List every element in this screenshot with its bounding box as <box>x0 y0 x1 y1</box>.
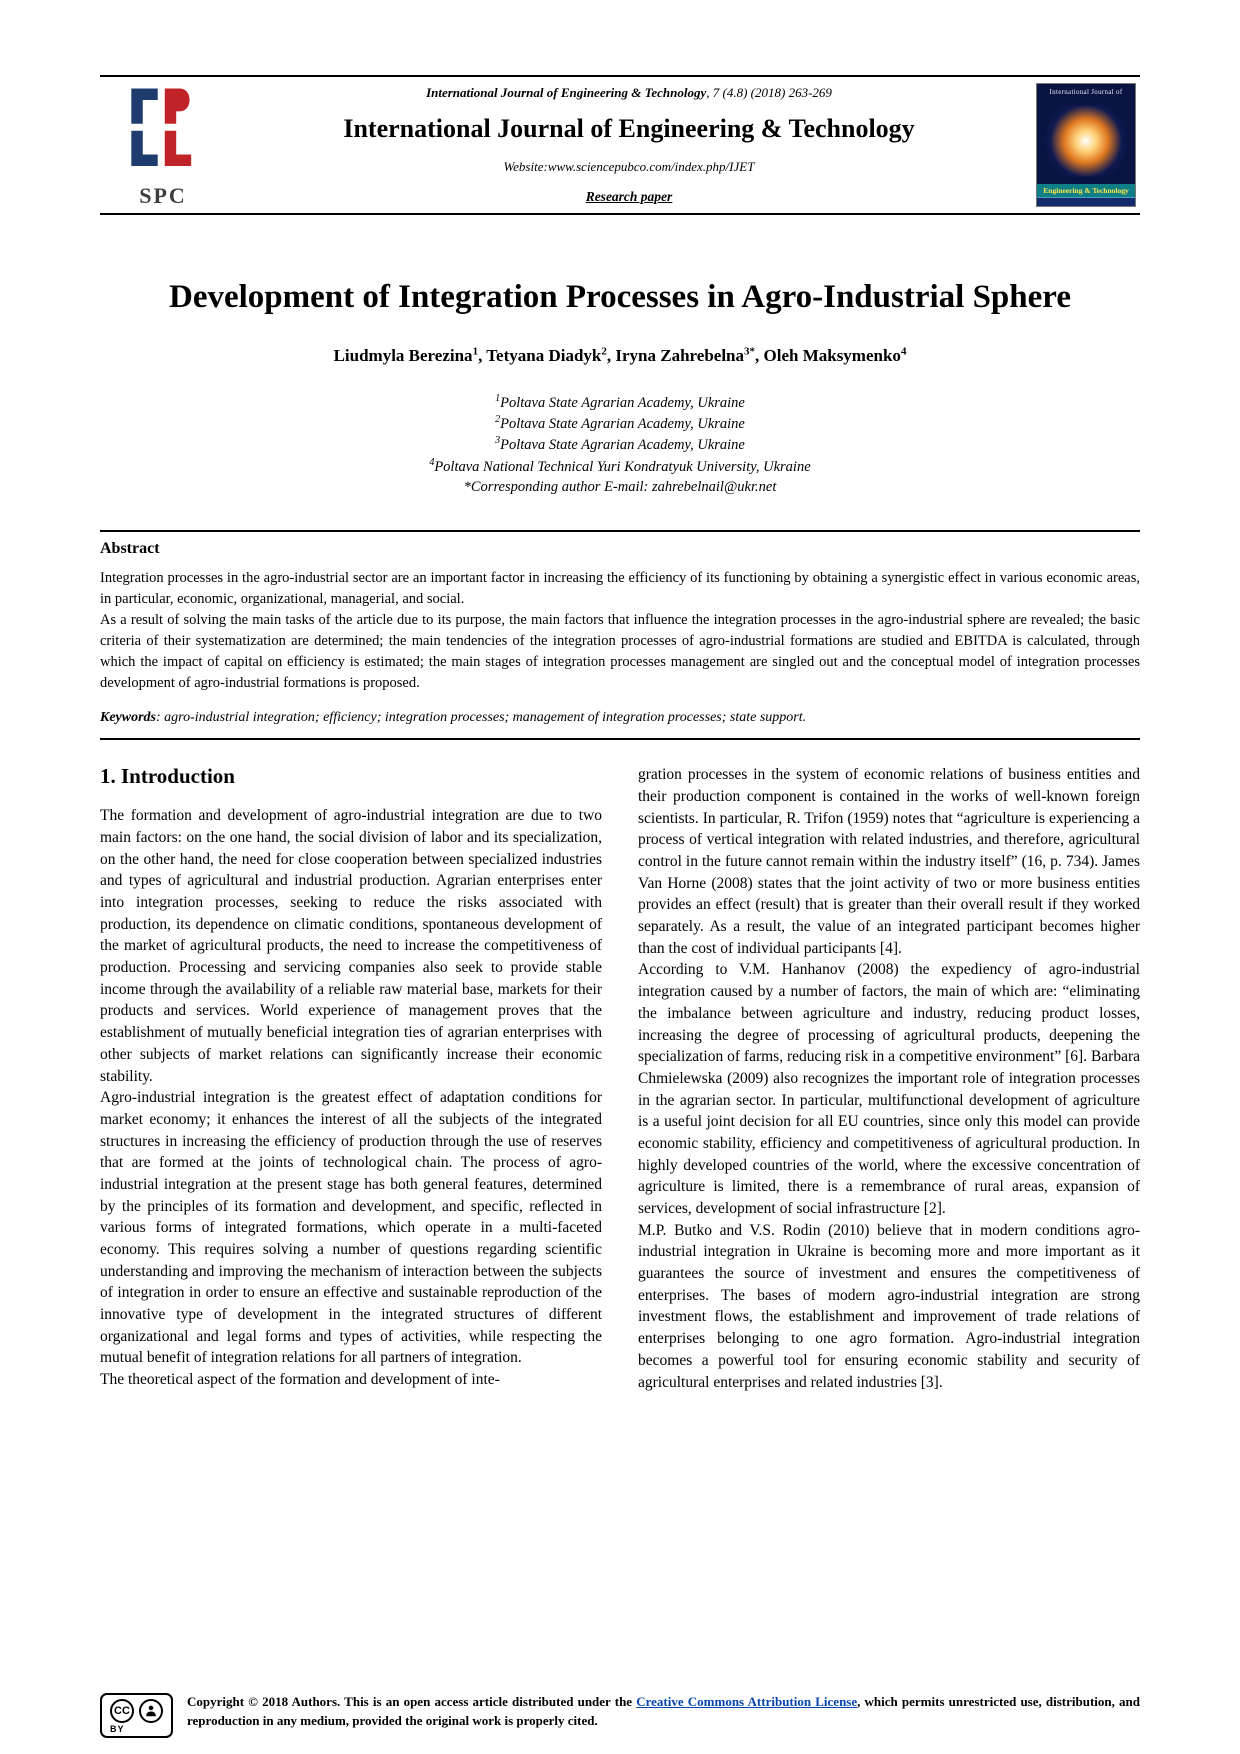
body-paragraph: gration processes in the system of economic relations of business entities and their production component is contained in the works of well-known foreign scientists. In particular, R. Trifon (1959) notes that “agriculture is experiencing a process of vertical integration with related industries, and therefore, agricultural control in the future cannot remain within the industry itself” (16, p. 734). James Van Horne (2008) states that the joint activity of two or more business entities provides an effect (result) that is greater than their overall result if they worked separately. As a result, the value of an integrated participant becomes higher than the cost of individual participants [4]. <box>638 766 1140 957</box>
abstract-section <box>100 532 1140 726</box>
author-name: Liudmyla Berezina$^1$, <box>333 344 487 365</box>
abstract-bottom-rule <box>100 738 1140 740</box>
citation-line <box>232 85 1026 101</box>
keywords-text: : agro-industrial integration; efficiency; integration processes; management of integration processes; state support. <box>156 710 807 726</box>
person-icon <box>139 1699 163 1723</box>
cover-band-text: Engineering & Technology <box>1037 184 1135 197</box>
intro-right-column <box>638 764 1140 1393</box>
affiliations-block <box>100 392 1140 478</box>
abstract-paragraph: As a result of solving the main tasks of the article due to its purpose, the main factors that influence the integration processes in the agro-industrial sphere are revealed; the basic criteria of their systematization are determined; the main tendencies of the integration processes of agro-industrial formations are studied and EBITDA is calculated, through which the impact of capital on efficiency is estimated; the main stages of integration processes management are singled out and the conceptual model of integration processes development of agro-industrial formations is proposed. <box>100 612 1140 692</box>
cover-bottom-strip <box>1037 197 1135 206</box>
journal-title: International Journal of Engineering & Technology <box>343 114 915 144</box>
body-paragraph: The theoretical aspect of the formation and development of inte- <box>100 1371 500 1389</box>
journal-cover-image <box>1036 83 1136 207</box>
affiliation-line: $^4$Poltava National Technical Yuri Kondratyuk University, Ukraine <box>429 456 811 475</box>
abstract-heading: Abstract <box>100 540 160 558</box>
journal-website: Website:www.sciencepubco.com/index.php/IJET <box>503 158 755 174</box>
affiliation-line: $^3$Poltava State Agrarian Academy, Ukraine <box>495 435 745 454</box>
intro-left-column <box>100 764 602 1393</box>
author-name: Iryna Zahrebelna$^{3*}$, <box>615 344 764 365</box>
cc-by-badge <box>100 1693 173 1738</box>
copyright-post: , which permits unrestricted use, distribution, and reproduction in any medium, provided the original work is properly cited. <box>187 1694 1141 1728</box>
author-name: Oleh Maksymenko$^4$ <box>763 344 907 365</box>
affiliation-line: $^2$Poltava State Agrarian Academy, Ukraine <box>495 413 745 432</box>
article-title: Development of Integration Processes in Agro-Industrial Sphere <box>169 279 1071 315</box>
cc-by-icon <box>110 1699 163 1723</box>
keywords-line <box>100 710 1140 726</box>
citation-journal-name: International Journal of Engineering & Technology <box>426 85 707 100</box>
journal-header <box>100 75 1140 215</box>
spc-logo-icon <box>119 83 207 175</box>
citation-volume-info: , 7 (4.8) (2018) 263-269 <box>706 85 832 100</box>
body-paragraph: M.P. Butko and V.S. Rodin (2010) believe that in modern conditions agro-industrial integration in Ukraine is becoming more and more important as it guarantees the source of investment and ensures the competitiveness of enterprises. The bases of modern agro-industrial integration are strong investment flows, the establishment and improvement of trade relations of enterprises belonging to one agro formation. Agro-industrial integration becomes a powerful tool for ensuring economic stability and security of agricultural enterprises and related industries [3]. <box>638 1221 1140 1391</box>
copyright-footer <box>100 1679 1140 1738</box>
keywords-label: Keywords <box>100 710 156 726</box>
affiliation-line: $^1$Poltava State Agrarian Academy, Ukraine <box>495 392 745 411</box>
cover-top-text: International Journal of <box>1049 88 1123 96</box>
body-paragraph: Agro-industrial integration is the greatest effect of adaptation conditions for market economy; it enhances the interest of all the subjects of the integrated structures in increasing the efficiency of production through the use of reserves that are formed at the joints of technological chain. The process of agro-industrial integration at the present stage has both general features, determined by the principles of its formation and development, and specific, reflected in various forms of integrated formations, which operate in a multi-faceted economy. This requires solving a number of questions regarding scientific understanding and improving the mechanism of interaction between the subjects of integration in order to ensure an effective and sustainable reproduction of the innovative type of development in the integrated structures of different organizational and legal forms and types of activities, while respecting the mutual benefit of integration relations for all partners of integration. <box>100 1089 602 1367</box>
abstract-paragraph: Integration processes in the agro-industrial sector are an important factor in increasing the efficiency of its functioning by obtaining a synergistic effect in various economic areas, in particular, economic, organizational, managerial, and social. <box>100 570 1140 608</box>
copyright-pre: Copyright © 2018 Authors. This is an open access article distributed under the <box>187 1694 637 1709</box>
cc-by-label: BY <box>110 1724 125 1734</box>
section-heading-introduction: 1. Introduction <box>100 764 235 789</box>
creative-commons-license-link[interactable]: Creative Commons Attribution License <box>636 1694 858 1709</box>
abstract-text <box>100 568 1140 694</box>
author-name: Tetyana Diadyk$^2$, <box>486 344 616 365</box>
corresponding-author-line: *Corresponding author E-mail: zahrebelnail@ukr.net <box>463 479 777 496</box>
publisher-logo <box>104 83 222 207</box>
body-paragraph: According to V.M. Hanhanov (2008) the expediency of agro-industrial integration caused by a number of factors, the main of which are: “eliminating the imbalance between agriculture and industry, reducing product losses, increasing the degree of processing of agricultural products, deepening the specialization of farms, reducing risk in a competitive environment” [6]. Barbara Chmielewska (2009) also recognizes the important role of integration processes in the agrarian sector. In particular, multifunctional development of agriculture is a useful joint decision for all EU countries, since only this model can provide economic stability, efficiency and competitiveness of agricultural production. In highly developed countries of the world, where the excessive concentration of agriculture is limited, there is a remembrance of rural areas, expansion of services, development of social infrastructure [2]. <box>638 961 1140 1217</box>
journal-header-center <box>222 83 1036 207</box>
cc-icon: CC <box>110 1699 134 1723</box>
cover-burst-graphic <box>1041 105 1131 177</box>
authors-line <box>100 345 1140 366</box>
spc-logo-text: SPC <box>139 183 187 208</box>
body-paragraph: The formation and development of agro-industrial integration are due to two main factors: on the one hand, the social division of labor and its specialization, on the other hand, the need for close cooperation between specialized industries and types of agricultural and industrial production. Agrarian enterprises enter into integration processes, seeking to reduce the risks associated with production, its dependence on climatic conditions, spontaneous development of the market of agricultural products, the need to increase the competitiveness of production. Processing and servicing companies also seek to provide stable income through the availability of a reliable raw material base, markets for their products and services. World experience of management proves that the establishment of mutually beneficial integration ties of agrarian enterprises with other subjects of market relations can significantly increase their economic stability. <box>100 807 602 1085</box>
copyright-text <box>187 1693 1140 1731</box>
introduction-section <box>100 764 1140 1393</box>
paper-type-label: Research paper <box>585 189 673 204</box>
